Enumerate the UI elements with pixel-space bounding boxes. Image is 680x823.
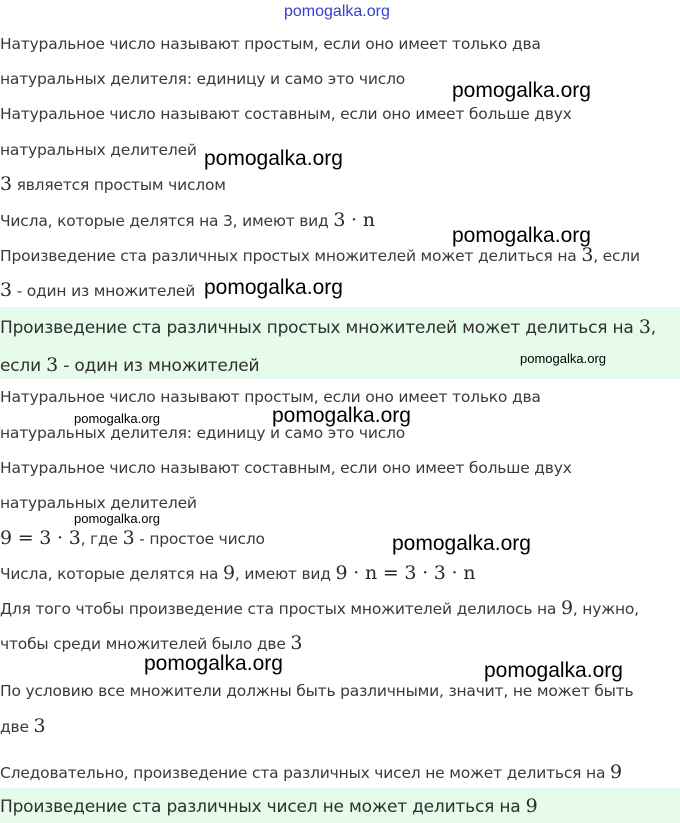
watermark: pomogalka.org	[272, 404, 411, 427]
math-expression: 9	[525, 795, 538, 817]
line-text: , имеют вид	[234, 565, 336, 583]
text-line: натуральных делителя: единицу и само это число	[0, 424, 406, 442]
line-text: Произведение ста различных простых множителей может делиться на	[0, 247, 582, 265]
watermark: pomogalka.org	[452, 79, 591, 102]
text-line: Натуральное число называют составным, если оно имеет больше двух	[0, 459, 572, 477]
text-line: натуральных делителей	[0, 141, 197, 159]
math-expression: 3	[0, 279, 12, 301]
math-expression: 9 = 3 · 3	[0, 527, 81, 549]
line-text: , нужно,	[572, 600, 639, 618]
text-line: По условию все множители должны быть различными, значит, не может быть	[0, 682, 634, 700]
line-text: если	[0, 356, 47, 376]
text-line: натуральных делителя: единицу и само это число	[0, 70, 406, 88]
math-expression: 3	[33, 715, 46, 737]
line-text: чтобы среди множителей было две	[0, 635, 291, 653]
line-text: Числа, которые делятся на	[0, 565, 224, 583]
watermark: pomogalka.org	[452, 224, 591, 247]
text-line: Натуральное число называют простым, если оно имеет только два	[0, 388, 541, 406]
math-expression: 3	[581, 244, 594, 266]
line-text: - один из множителей	[58, 356, 260, 376]
text-line	[0, 598, 680, 619]
line-text: Числа, которые делятся на 3, имеют вид	[0, 212, 334, 230]
line-text: , если	[593, 247, 640, 265]
line-text: Следовательно, произведение ста различных чисел не может делиться на	[0, 764, 610, 782]
text-line: Натуральное число называют составным, если оно имеет больше двух	[0, 105, 572, 123]
highlighted-answer-box	[0, 307, 680, 379]
watermark: pomogalka.org	[204, 276, 343, 299]
math-expression: 3	[122, 527, 135, 549]
watermark: pomogalka.org	[392, 532, 531, 555]
math-expression: 9	[223, 562, 235, 584]
highlighted-answer-box	[0, 788, 680, 823]
text-line	[0, 528, 680, 549]
text-line	[0, 174, 680, 195]
math-expression: 3	[0, 173, 12, 195]
text-line	[0, 633, 680, 654]
line-text: ,	[650, 318, 656, 338]
text-line	[0, 762, 680, 783]
math-expression: 9 · n = 3 · 3 · n	[335, 562, 476, 584]
line-text: Произведение ста различных простых множителей может делиться на	[0, 318, 639, 338]
math-expression: 3 · n	[333, 209, 375, 231]
line-text: две	[0, 718, 34, 736]
line-text: - простое число	[134, 530, 265, 548]
watermark: pomogalka.org	[520, 351, 606, 366]
line-text: , где	[80, 530, 123, 548]
line-text: - один из множителей	[11, 282, 196, 300]
watermark: pomogalka.org	[144, 652, 283, 675]
text-line	[0, 716, 680, 737]
math-expression: 3	[638, 316, 651, 338]
answer-line	[0, 317, 680, 338]
text-line	[0, 245, 680, 266]
line-text: Для того чтобы произведение ста простых множителей делилось на	[0, 600, 561, 618]
watermark-top: pomogalka.org	[284, 3, 390, 20]
math-expression: 9	[560, 597, 573, 619]
watermark: pomogalka.org	[204, 147, 343, 170]
math-expression: 9	[610, 761, 622, 783]
math-expression: 3	[290, 632, 303, 654]
math-expression: 3	[46, 354, 59, 376]
watermark: pomogalka.org	[484, 659, 623, 682]
line-text: является простым числом	[11, 176, 226, 194]
watermark: pomogalka.org	[74, 411, 160, 426]
text-line: Натуральное число называют простым, если оно имеет только два	[0, 35, 541, 53]
answer-line	[0, 796, 680, 817]
watermark: pomogalka.org	[74, 511, 160, 526]
line-text: Произведение ста различных чисел не может делиться на	[0, 797, 526, 817]
text-line	[0, 563, 680, 584]
text-line: натуральных делителей	[0, 494, 197, 512]
